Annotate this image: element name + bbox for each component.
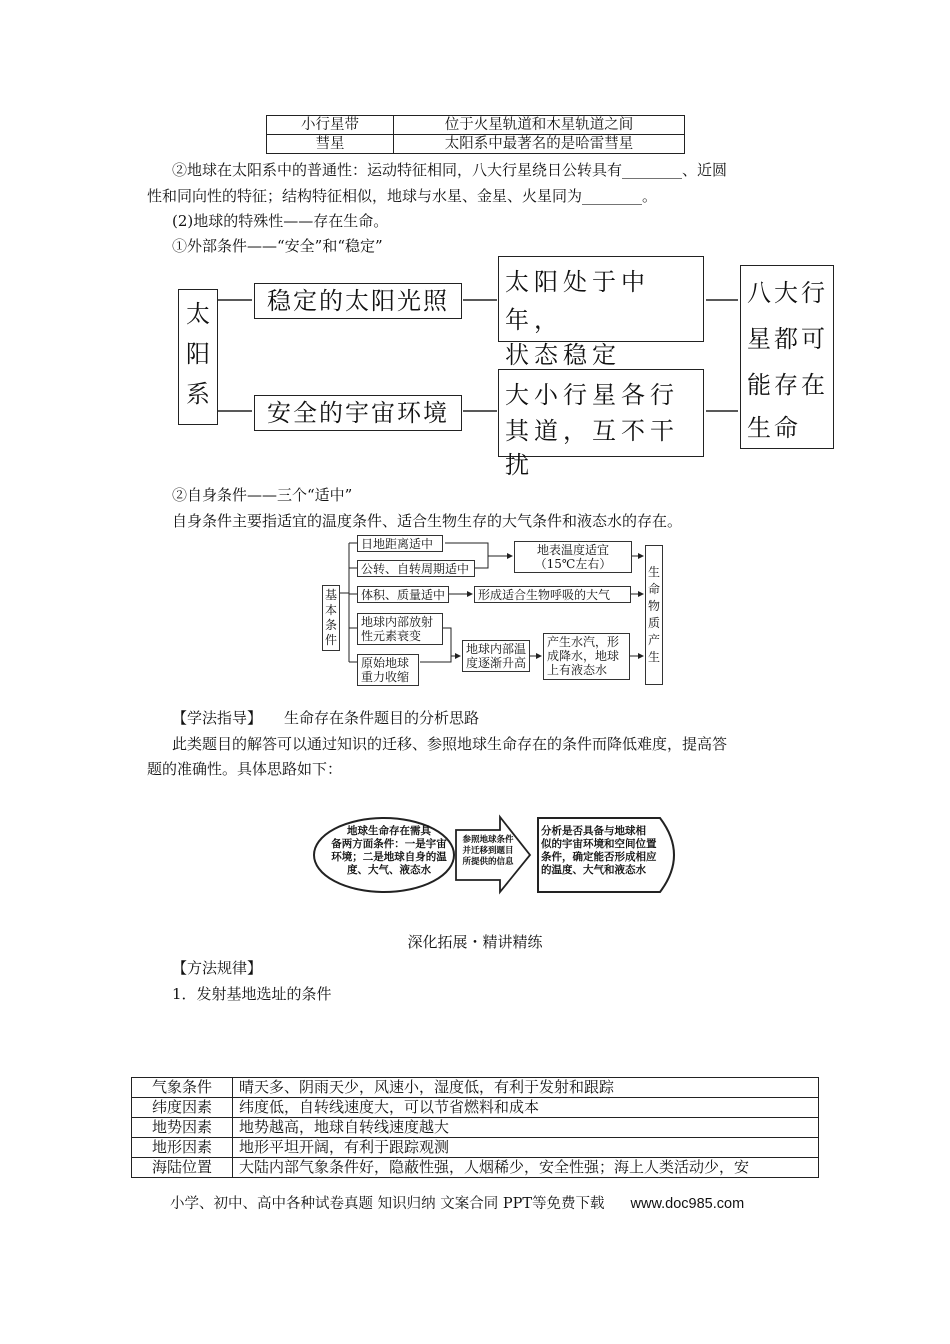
table-cell: 气象条件 <box>132 1078 233 1098</box>
box-text: 质 <box>647 616 660 630</box>
box-text: 星都可 <box>747 325 828 353</box>
paragraph-earth-ordinary-cont: 性和同向性的特征；结构特征相似，地球与水星、金星、火星同为________。 <box>147 187 658 205</box>
table-cell: 大陆内部气象条件好，隐蔽性强，人烟稀少，安全性强；海上人类活动少，安 <box>233 1158 819 1178</box>
box-text: 条件，确定能否形成相应 <box>541 851 657 863</box>
box-text: 物 <box>647 599 660 613</box>
box-text: 命 <box>647 582 660 596</box>
box-text: 件 <box>324 633 337 647</box>
table-cell: 太阳系中最著名的是哈雷彗星 <box>394 135 685 154</box>
list-item-launch-site: 1．发射基地选址的条件 <box>172 985 332 1003</box>
box-text: 性元素衰变 <box>361 629 422 643</box>
box-text: 状态稳定 <box>505 341 621 369</box>
box-text: 条 <box>324 618 337 632</box>
table-cell: 彗星 <box>267 135 394 154</box>
box-text: 本 <box>324 603 337 617</box>
footer-link[interactable]: www.doc985.com <box>630 1196 745 1212</box>
table-cell: 小行星带 <box>267 116 394 135</box>
box-text: 似的宇宙环境和空间位置 <box>541 838 657 850</box>
table-cell: 地形平坦开阔，有利于跟踪观测 <box>233 1138 819 1158</box>
box-text: 生 <box>647 565 660 579</box>
box-text: 所提供的信息 <box>462 857 514 867</box>
table-cell: 地形因素 <box>132 1138 233 1158</box>
paragraph-earth-ordinary: ②地球在太阳系中的普通性：运动特征相同，八大行星绕日公转具有________、近圆 <box>172 161 728 179</box>
safe-environment-box: 安全的宇宙环境 <box>254 395 462 431</box>
box-text: 成降水，地球 <box>547 649 620 663</box>
box-text: 原始地球 <box>361 656 410 670</box>
box-text: 大小行星各行 <box>505 381 679 409</box>
sun-earth-distance-box: 日地距离适中 <box>357 535 443 552</box>
box-text: 地表温度适宜 <box>536 543 609 557</box>
box-text: 其道，互不干扰 <box>505 417 679 479</box>
table-cell: 位于火星轨道和木星轨道之间 <box>394 116 685 135</box>
table-cell: 纬度低，自转线速度大，可以节省燃料和成本 <box>233 1098 819 1118</box>
box-text: 地球生命存在需具 <box>347 825 431 837</box>
page-footer <box>170 1192 744 1213</box>
table-row <box>132 1138 819 1158</box>
paragraph-method: 此类题目的解答可以通过知识的迁移、参照地球生命存在的条件而降低难度，提高答 <box>172 735 728 753</box>
table-cell: 晴天多、阴雨天少，风速小，湿度低，有利于发射和跟踪 <box>233 1078 819 1098</box>
box-text: 分析是否具备与地球相 <box>541 825 646 837</box>
box-text: （15℃左右） <box>534 557 612 571</box>
box-text: 并迁移到题目 <box>462 846 514 856</box>
box-text: 太 <box>186 300 210 328</box>
box-text: 阳 <box>186 340 210 368</box>
box-text: 太阳处于中年， <box>505 268 650 334</box>
volume-mass-box: 体积、质量适中 <box>357 586 449 603</box>
paragraph-internal-conditions: 自身条件主要指适宜的温度条件、适合生物生存的大气条件和液态水的存在。 <box>172 512 683 530</box>
box-text: 上有液态水 <box>547 663 608 677</box>
rotation-period-box: 公转、自转周期适中 <box>357 560 475 577</box>
box-text: 的温度、大气和液态水 <box>541 864 646 876</box>
box-text: 地球内部放射 <box>361 615 434 629</box>
table-row <box>132 1118 819 1138</box>
table-row <box>132 1098 819 1118</box>
method-guide-title: 生命存在条件题目的分析思路 <box>284 709 480 727</box>
heading-internal-conditions: ②自身条件——三个“适中” <box>172 486 353 504</box>
box-text: 环境；二是地球自身的温 <box>331 851 447 863</box>
box-text: 生命 <box>747 414 801 442</box>
table-cell: 地势越高，地球自转线速度越大 <box>233 1118 819 1138</box>
table-cell: 纬度因素 <box>132 1098 233 1118</box>
box-text: 产 <box>647 633 660 647</box>
table-cell: 海陆位置 <box>132 1158 233 1178</box>
heading-external-conditions: ①外部条件——“安全”和“稳定” <box>172 237 383 255</box>
stable-sunlight-box: 稳定的太阳光照 <box>254 283 462 319</box>
table-row <box>132 1078 819 1098</box>
earth-conditions-ellipse <box>322 825 456 877</box>
table-row <box>132 1158 819 1178</box>
analysis-box <box>541 825 681 877</box>
method-heading: 【方法规律】 <box>172 959 263 977</box>
box-text: 基 <box>324 588 337 602</box>
atmosphere-box: 形成适合生物呼吸的大气 <box>474 586 631 603</box>
box-text: 备两方面条件：一是宇宙 <box>331 838 447 850</box>
box-text: 重力收缩 <box>361 670 410 684</box>
method-guide-label: 【学法指导】 <box>172 709 263 727</box>
paragraph-method-cont: 题的准确性。具体思路如下： <box>147 760 343 778</box>
box-text: 度、大气、液态水 <box>347 864 431 876</box>
box-text: 生 <box>647 650 660 664</box>
box-text: 度逐渐升高 <box>466 656 527 670</box>
box-text: 地球内部温 <box>466 642 527 656</box>
launch-site-table <box>131 1077 819 1178</box>
box-text: 八大行 <box>747 279 828 307</box>
box-text: 参照地球条件 <box>462 835 514 845</box>
heading-earth-special: (2)地球的特殊性——存在生命。 <box>172 212 389 230</box>
section-title: 深化拓展・精讲精练 <box>407 933 543 951</box>
box-text: 系 <box>186 380 210 408</box>
footer-text: 小学、初中、高中各种试卷真题 知识归纳 文案合同 PPT等免费下载 <box>170 1196 605 1212</box>
table-cell: 地势因素 <box>132 1118 233 1138</box>
box-text: 能存在 <box>747 371 828 399</box>
transfer-arrow <box>458 835 518 868</box>
box-text: 产生水汽，形 <box>547 635 620 649</box>
